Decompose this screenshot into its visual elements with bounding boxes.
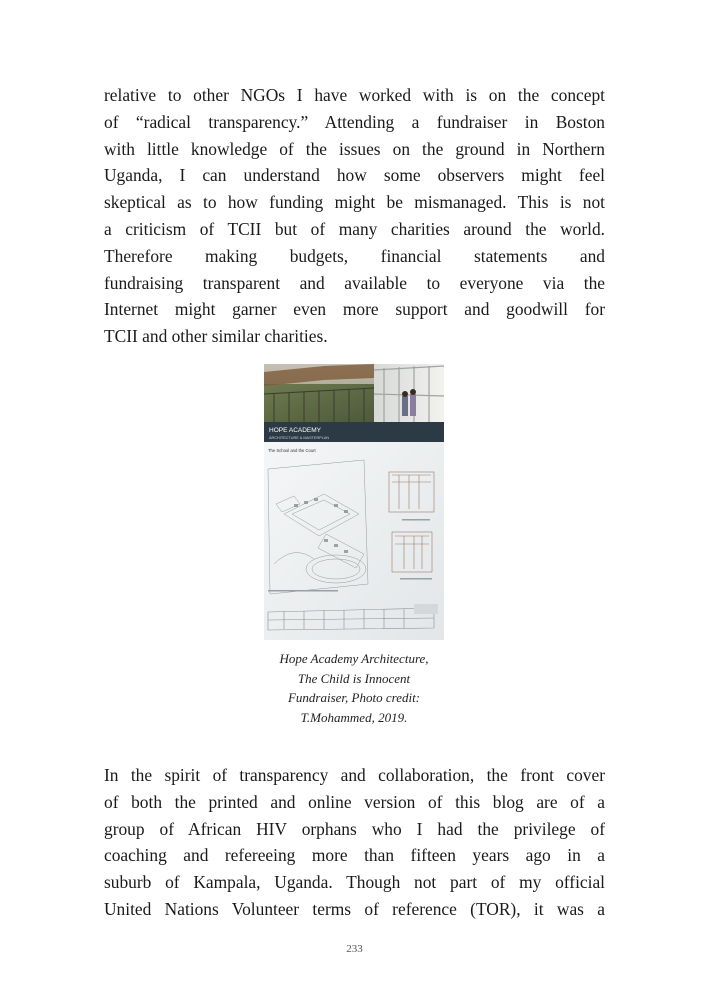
- body-paragraph-2: [104, 762, 605, 923]
- text-line: Internet might garner even more support and goodwill for: [104, 299, 605, 320]
- text-line: In the spirit of transparency and collaboration, the front cover: [104, 765, 605, 785]
- text-line: skeptical as to how funding might be mismanaged. This is not: [104, 192, 605, 213]
- caption-line: Hope Academy Architecture,: [279, 651, 429, 666]
- body-paragraph-1: [104, 82, 605, 350]
- text-line: a criticism of TCII but of many charities around the world.: [104, 218, 605, 239]
- text-line: relative to other NGOs I have worked with is on the concept: [104, 85, 605, 105]
- text-line: with little knowledge of the issues on the ground in Northern: [104, 138, 605, 159]
- text-line: of both the printed and online version of this blog are of a: [104, 791, 605, 812]
- caption-line: T.Mohammed, 2019.: [300, 709, 408, 725]
- text-line: suburb of Kampala, Uganda. Though not part of my official: [104, 872, 605, 893]
- poster-image: [264, 364, 444, 640]
- poster-subtitle: ARCHITECTURE & MASTERPLAN: [269, 436, 330, 440]
- text-line: TCII and other similar charities.: [104, 326, 328, 347]
- text-line: of “radical transparency.” Attending a fundraiser in Boston: [104, 111, 605, 132]
- text-line: Therefore making budgets, financial statements and: [104, 245, 605, 266]
- text-line: Uganda, I can understand how some observers might feel: [104, 165, 605, 186]
- caption-line: Fundraiser, Photo credit:: [287, 690, 421, 705]
- text-line: fundraising transparent and available to everyone via the: [104, 272, 605, 293]
- poster-title: HOPE ACADEMY: [269, 427, 322, 434]
- poster-section-title: The School and the Court: [268, 448, 316, 453]
- hope-academy-poster-photo: [264, 364, 444, 640]
- text-line: coaching and refereeing more than fifteen years ago in a: [104, 845, 605, 866]
- figure-caption: [244, 649, 464, 727]
- text-line: group of African HIV orphans who I had the privilege of: [104, 818, 605, 839]
- caption-line: The Child is Innocent: [297, 670, 411, 686]
- text-line: United Nations Volunteer terms of reference (TOR), it was a: [104, 898, 605, 919]
- page-number: 233: [346, 943, 363, 955]
